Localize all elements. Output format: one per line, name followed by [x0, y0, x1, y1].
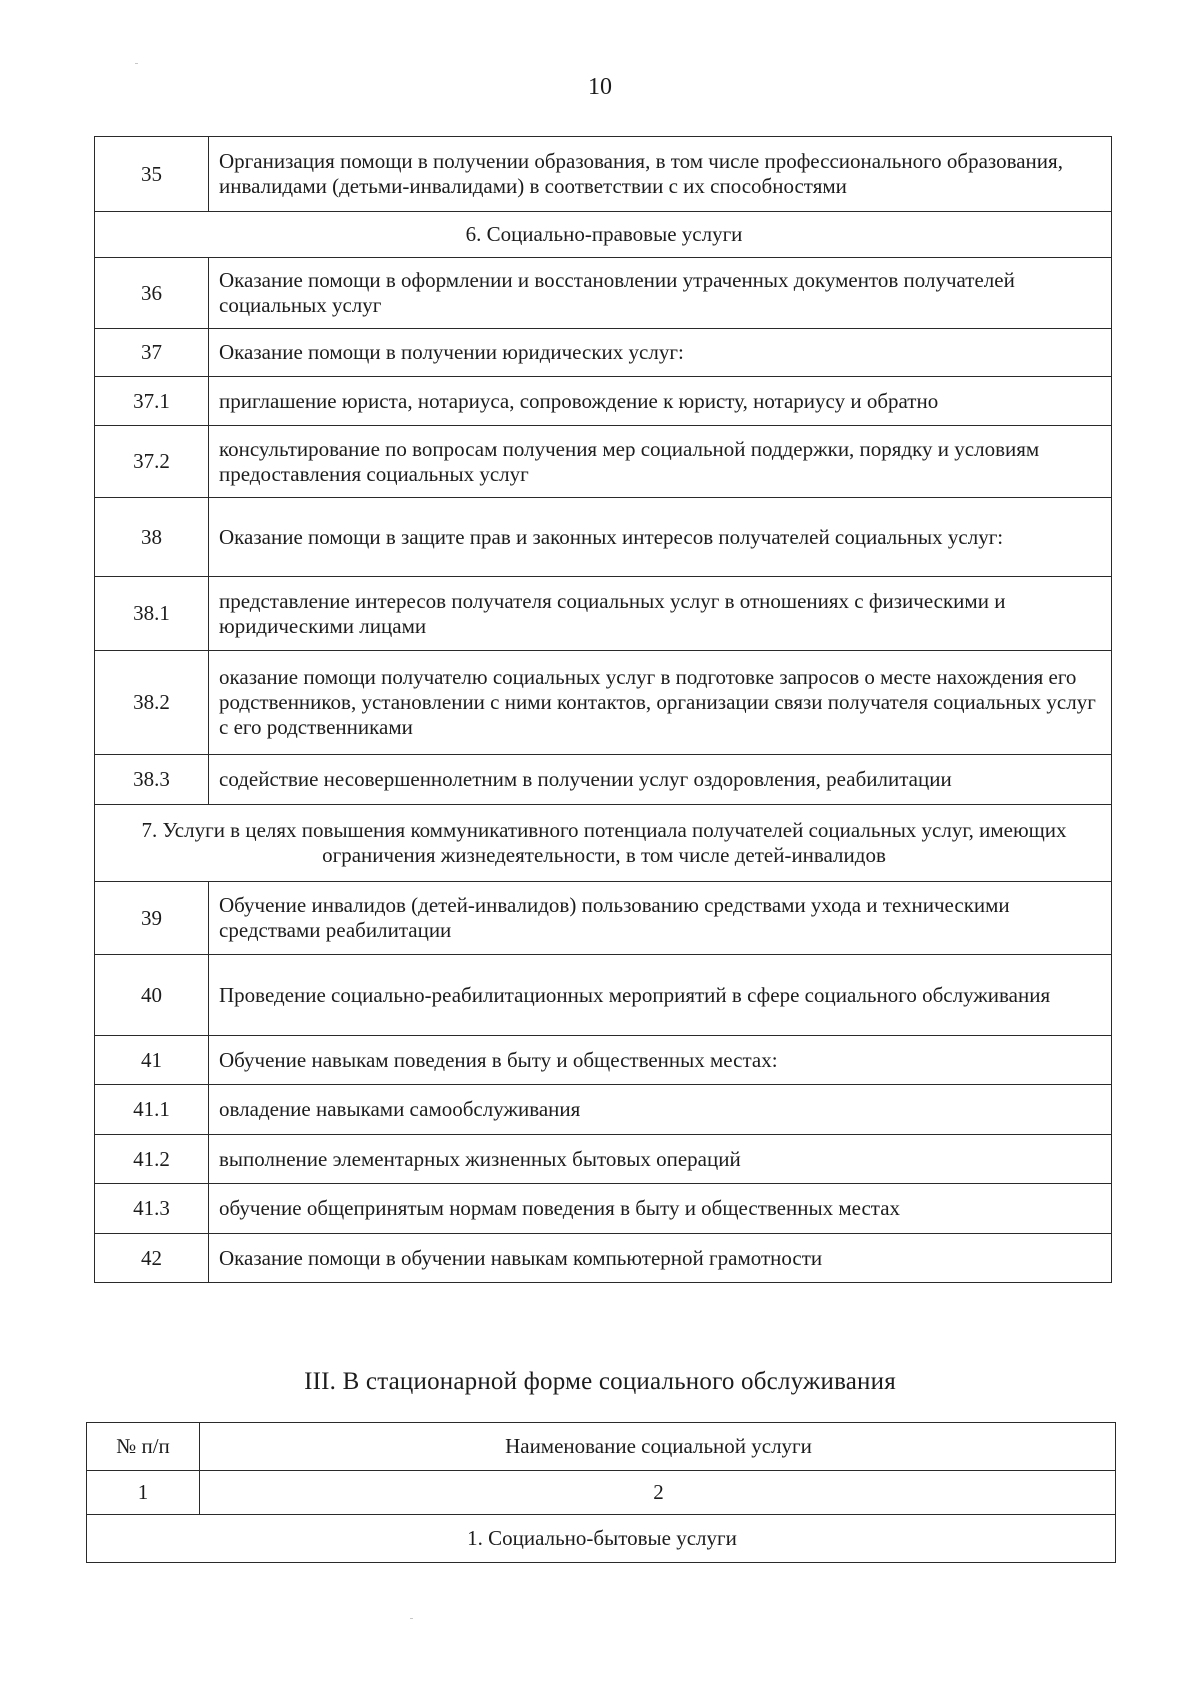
service-name: Обучение навыкам поведения в быту и общественных местах: [209, 1036, 1112, 1085]
stationary-services-table [86, 1422, 1116, 1563]
row-number: 41.2 [95, 1135, 209, 1184]
page-number: 10 [588, 74, 612, 100]
row-number: 37.1 [95, 377, 209, 426]
scan-artifact [135, 63, 138, 64]
service-name: консультирование по вопросам получения мер социальной поддержки, порядку и условиям предоставления социальных услуг [209, 426, 1112, 498]
section-title: 6. Социально-правовые услуги [95, 212, 1112, 258]
service-name: приглашение юриста, нотариуса, сопровождение к юристу, нотариусу и обратно [209, 377, 1112, 426]
services-table-continued [94, 136, 1112, 1283]
column-header-name: Наименование социальной услуги [200, 1423, 1116, 1471]
service-name: выполнение элементарных жизненных бытовых операций [209, 1135, 1112, 1184]
section-row [95, 805, 1112, 882]
table-row [95, 377, 1112, 426]
service-name: овладение навыками самообслуживания [209, 1085, 1112, 1135]
service-name: содействие несовершеннолетним в получении услуг оздоровления, реабилитации [209, 755, 1112, 805]
service-name: представление интересов получателя социальных услуг в отношениях с физическими и юридическими лицами [209, 577, 1112, 651]
table-row [95, 137, 1112, 212]
table-row [95, 426, 1112, 498]
table-row [95, 1234, 1112, 1283]
row-number: 35 [95, 137, 209, 212]
section-title: 1. Социально-бытовые услуги [87, 1515, 1116, 1563]
table-row [95, 1135, 1112, 1184]
service-name: Обучение инвалидов (детей-инвалидов) пользованию средствами ухода и техническими средствами реабилитации [209, 882, 1112, 955]
table-row [95, 1184, 1112, 1234]
service-name: оказание помощи получателю социальных услуг в подготовке запросов о месте нахождения его родственников, установлении с ними контактов, организации связи получателя социальных услуг с его родственниками [209, 651, 1112, 755]
table-row [95, 1085, 1112, 1135]
table-row [95, 258, 1112, 329]
table-row [95, 1036, 1112, 1085]
section-row [95, 212, 1112, 258]
column-header-number: № п/п [87, 1423, 200, 1471]
row-number: 38.1 [95, 577, 209, 651]
column-numbers-row [87, 1471, 1116, 1515]
section-title: 7. Услуги в целях повышения коммуникативного потенциала получателей социальных услуг, имеющих ограничения жизнедеятельности, в том числе детей-инвалидов [95, 805, 1112, 882]
service-name: Оказание помощи в оформлении и восстановлении утраченных документов получателей социальных услуг [209, 258, 1112, 329]
row-number: 41.1 [95, 1085, 209, 1135]
service-name: обучение общепринятым нормам поведения в быту и общественных местах [209, 1184, 1112, 1234]
row-number: 38.3 [95, 755, 209, 805]
service-name: Оказание помощи в обучении навыкам компьютерной грамотности [209, 1234, 1112, 1283]
row-number: 41.3 [95, 1184, 209, 1234]
table-row [95, 577, 1112, 651]
row-number: 38 [95, 498, 209, 577]
row-number: 37.2 [95, 426, 209, 498]
service-name: Организация помощи в получении образования, в том числе профессионального образования, инвалидами (детьми-инвалидами) в соответствии с их способностями [209, 137, 1112, 212]
section-heading: III. В стационарной форме социального обслуживания [304, 1368, 896, 1395]
header-row [87, 1423, 1116, 1471]
column-number-1: 1 [87, 1471, 200, 1515]
table-row [95, 882, 1112, 955]
row-number: 38.2 [95, 651, 209, 755]
table-row [95, 955, 1112, 1036]
row-number: 42 [95, 1234, 209, 1283]
table-row [95, 498, 1112, 577]
row-number: 41 [95, 1036, 209, 1085]
row-number: 37 [95, 329, 209, 377]
row-number: 39 [95, 882, 209, 955]
column-number-2: 2 [200, 1471, 1116, 1515]
service-name: Оказание помощи в получении юридических услуг: [209, 329, 1112, 377]
service-name: Оказание помощи в защите прав и законных интересов получателей социальных услуг: [209, 498, 1112, 577]
scan-artifact [410, 1618, 413, 1619]
section-row [87, 1515, 1116, 1563]
table-row [95, 651, 1112, 755]
table-row [95, 329, 1112, 377]
row-number: 36 [95, 258, 209, 329]
table-row [95, 755, 1112, 805]
row-number: 40 [95, 955, 209, 1036]
service-name: Проведение социально-реабилитационных мероприятий в сфере социального обслуживания [209, 955, 1112, 1036]
